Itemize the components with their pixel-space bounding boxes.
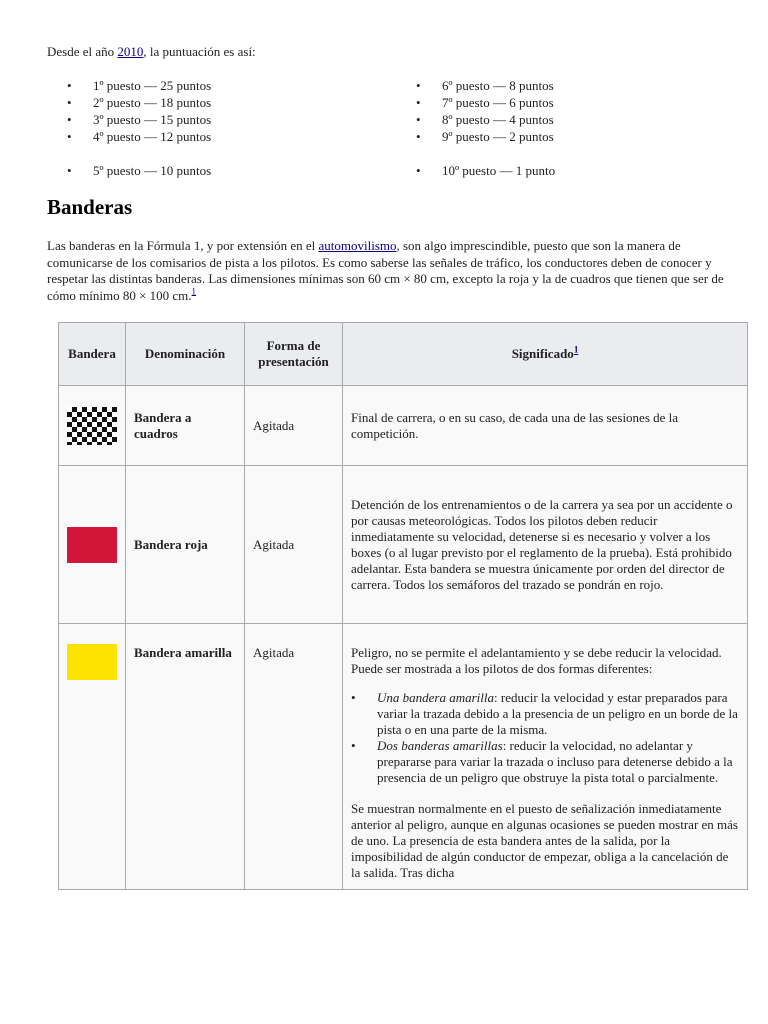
flag-form: Agitada — [245, 386, 343, 466]
red-flag-icon — [67, 527, 117, 563]
flag-cell — [59, 386, 126, 466]
flag-cell — [59, 624, 126, 890]
header-name: Denominación — [126, 323, 245, 386]
header-flag: Bandera — [59, 323, 126, 386]
intro-prefix: Desde el año — [47, 44, 118, 59]
points-item: • 6º puesto — 8 puntos — [416, 78, 555, 95]
points-item: • 10º puesto — 1 punto — [416, 163, 555, 180]
table-header-row — [59, 323, 748, 386]
banners-intro-part1: Las banderas en la Fórmula 1, y por extensión en el — [47, 238, 319, 253]
points-item: • 3º puesto — 15 puntos — [67, 112, 211, 129]
reference-link[interactable]: 1 — [573, 344, 579, 355]
points-list-right — [416, 78, 555, 180]
header-form: Forma de presentación — [245, 323, 343, 386]
flag-name: Bandera amarilla — [126, 624, 245, 890]
flag-name: Bandera roja — [126, 466, 245, 624]
yellow-flag-variants — [351, 690, 739, 786]
flag-meaning — [343, 624, 748, 890]
flags-table — [58, 322, 748, 890]
points-item: • 8º puesto — 4 puntos — [416, 112, 555, 129]
reference-link[interactable]: 1 — [191, 286, 197, 297]
table-row — [59, 466, 748, 624]
yellow-flag-icon — [67, 644, 117, 680]
variant-term: Una bandera amarilla — [377, 690, 494, 705]
section-heading: Banderas — [47, 195, 133, 219]
flag-cell — [59, 466, 126, 624]
header-meaning — [343, 323, 748, 386]
year-2010-link[interactable]: 2010 — [117, 44, 144, 59]
points-item: • 1º puesto — 25 puntos — [67, 78, 211, 95]
checkered-flag-icon — [67, 407, 117, 445]
points-list-left — [67, 78, 211, 180]
variant-text: : reducir la velocidad y estar preparados para variar la trazada debido a la presencia de un peligro en un borde de la pista o en una parte de la misma. — [377, 690, 738, 737]
header-meaning-label: Significado — [511, 346, 574, 361]
flag-meaning: Final de carrera, o en su caso, de cada una de las sesiones de la competición. — [343, 386, 748, 466]
banners-intro-part2: , son algo imprescindible, puesto que son la manera de comunicarse de los comisarios de pista a los pilotos. Es como saberse las señales de tráfico, los conductores deben de conocer y respetar las distintas banderas. Las dimensiones mínimas son 60 cm × 80 cm, excepto la roja y la de cuadros que tienen que ser de cómo mínimo 80 × 100 cm. — [47, 238, 724, 303]
points-item: • 9º puesto — 2 puntos — [416, 129, 555, 146]
automovilismo-link[interactable]: automovilismo — [318, 238, 397, 253]
meaning-outro: Se muestran normalmente en el puesto de señalización inmediatamente anterior al peligro, aunque en algunas ocasiones se pueden mostrar en más de uno. La presencia de esta bandera antes de la salida, por la imposibilidad de algún conductor de empezar, obliga a la cancelación de la salida. Tras dicha — [351, 801, 738, 880]
list-item — [377, 738, 739, 786]
flag-form: Agitada — [245, 466, 343, 624]
points-item: • 4º puesto — 12 puntos — [67, 129, 211, 146]
meaning-intro: Peligro, no se permite el adelantamiento y se debe reducir la velocidad. Puede ser mostrada a los pilotos de dos formas diferentes: — [351, 645, 722, 676]
table-row — [59, 624, 748, 890]
flag-meaning: Detención de los entrenamientos o de la carrera ya sea por un accidente o por causas meteorológicas. Todos los pilotos deben reducir inmediatamente su velocidad, detenerse si es necesario y volver a los boxes (o al lugar previsto por el reglamento de la prueba). Está prohibido adelantar. Esta bandera se muestra únicamente por orden del director de carrera. Todos los semáforos del trazado se pondrán en rojo. — [343, 466, 748, 624]
points-intro — [47, 44, 256, 60]
points-item: • 5º puesto — 10 puntos — [67, 163, 211, 180]
table-row — [59, 386, 748, 466]
flag-name: Bandera a cuadros — [126, 386, 245, 466]
list-item — [377, 690, 739, 738]
variant-term: Dos banderas amarillas — [377, 738, 503, 753]
intro-suffix: , la puntuación es así: — [143, 44, 256, 59]
variant-text: : reducir la velocidad, no adelantar y prepararse para variar la trazada o incluso para detenerse debido a la presencia de un peligro que obstruye la pista total o parcialmente. — [377, 738, 733, 785]
banners-intro-paragraph — [47, 238, 737, 304]
points-item: • 2º puesto — 18 puntos — [67, 95, 211, 112]
flag-form: Agitada — [245, 624, 343, 890]
points-item: • 7º puesto — 6 puntos — [416, 95, 555, 112]
